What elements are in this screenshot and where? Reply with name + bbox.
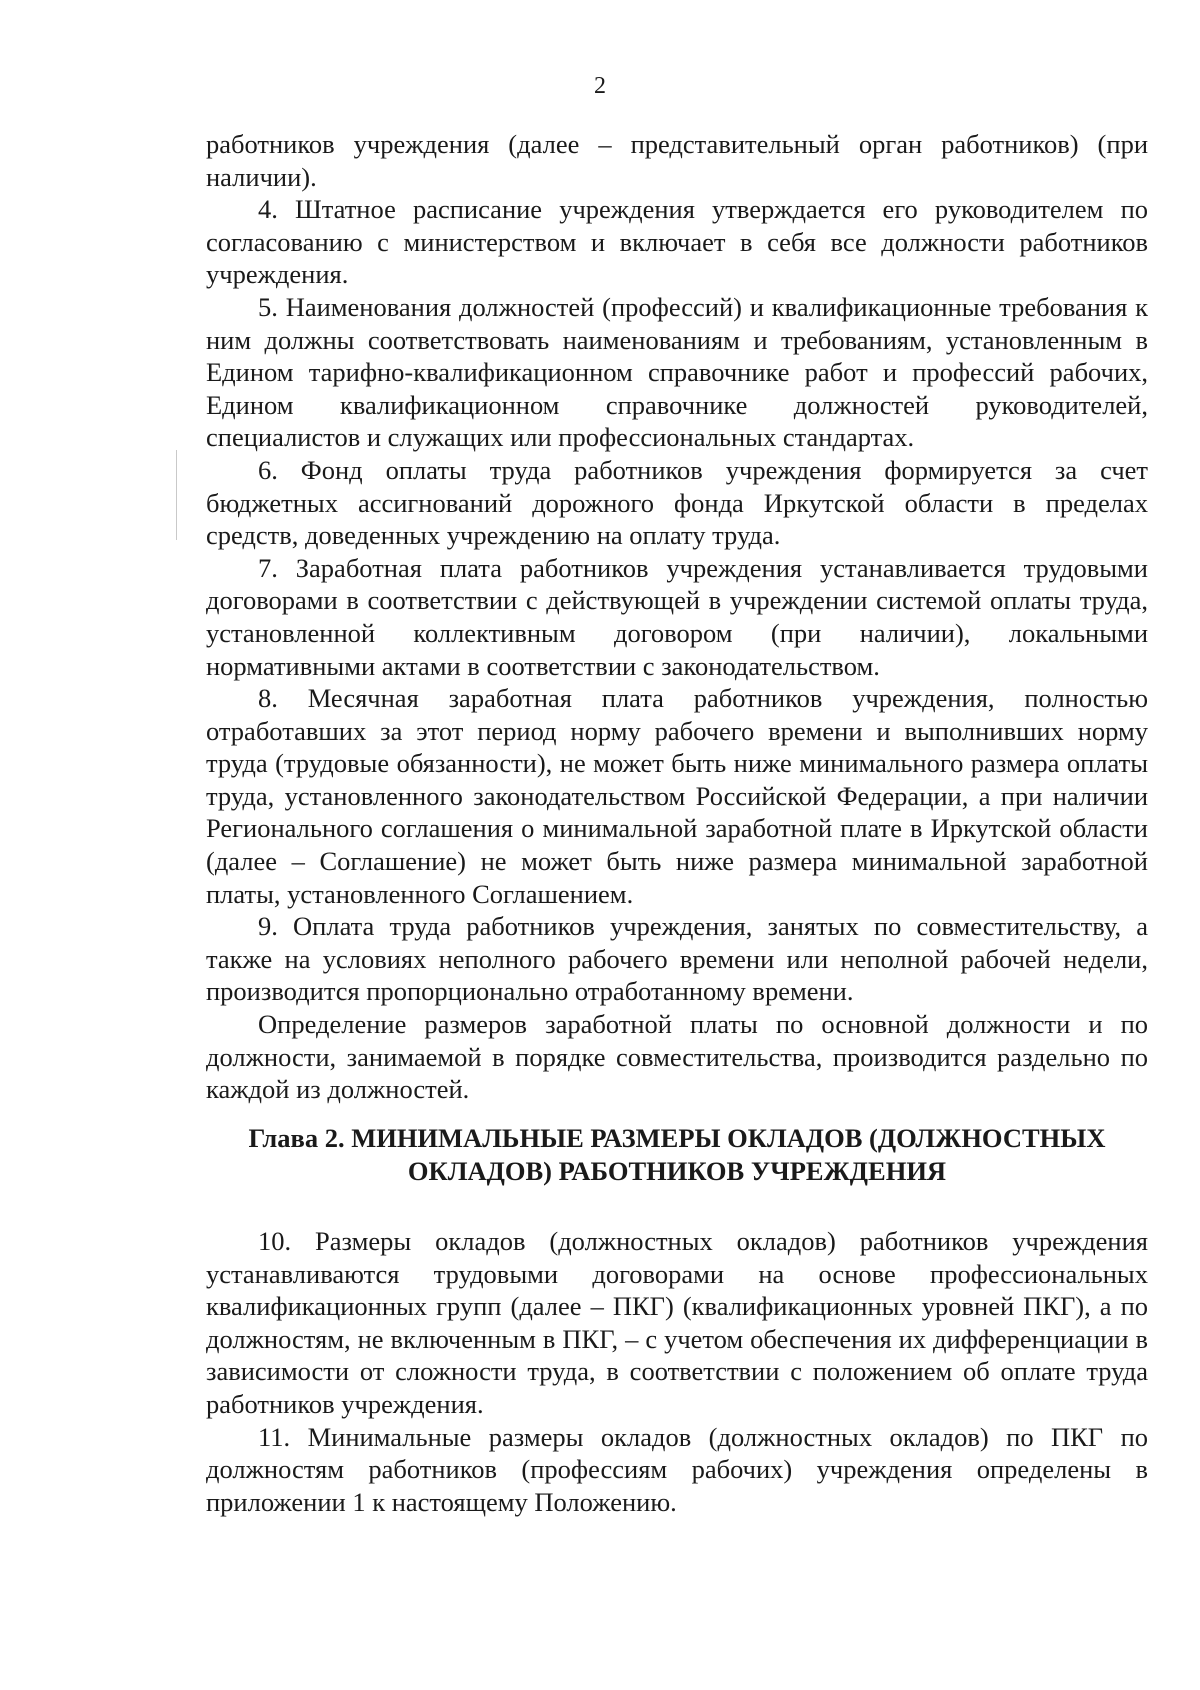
paragraph-continuation: работников учреждения (далее – представительный орган работников) (при наличии). (206, 129, 1148, 192)
chapter-heading-line-1: Глава 2. МИНИМАЛЬНЫЕ РАЗМЕРЫ ОКЛАДОВ (ДОЛЖНОСТНЫХ (248, 1123, 1106, 1153)
body-text-bottom (206, 1225, 1148, 1518)
paragraph-9: 9. Оплата труда работников учреждения, занятых по совместительству, а также на условиях неполного рабочего времени или неполной рабочей недели, производится пропорционально отработанному времени. (206, 911, 1148, 1007)
paragraph-8: 8. Месячная заработная плата работников учреждения, полностью отработавших за этот период норму рабочего времени и выполнивших норму труда (трудовые обязанности), не может быть ниже минимального размера оплаты труда, установленного законодательством Российской Федерации, а при наличии Регионального соглашения о минимальной заработной плате в Иркутской области (далее – Соглашение) не может быть ниже размера минимальной заработной платы, установленного Соглашением. (206, 683, 1148, 909)
body-text-top (206, 128, 1148, 1106)
chapter-heading-line-2: ОКЛАДОВ) РАБОТНИКОВ УЧРЕЖДЕНИЯ (407, 1156, 947, 1186)
paragraph-11: 11. Минимальные размеры окладов (должностных окладов) по ПКГ по должностям работников (профессиям рабочих) учреждения определены в приложении 1 к настоящему Положению. (206, 1421, 1148, 1517)
page-number: 2 (594, 73, 606, 99)
paragraph-10: 10. Размеры окладов (должностных окладов) работников учреждения устанавливаются трудовыми договорами на основе профессиональных квалификационных групп (далее – ПКГ) (квалификационных уровней ПКГ), а по должностям, не включенным в ПКГ, – с учетом обеспечения их дифференциации в зависимости от сложности труда, в соответствии с положением об оплате труда работников учреждения. (206, 1226, 1148, 1419)
paragraph-4: 4. Штатное расписание учреждения утверждается его руководителем по согласованию с министерством и включает в себя все должности работников учреждения. (206, 194, 1148, 290)
paragraph-6: 6. Фонд оплаты труда работников учреждения формируется за счет бюджетных ассигнований дорожного фонда Иркутской области в пределах средств, доведенных учреждению на оплату труда. (206, 454, 1148, 551)
scan-margin-mark (176, 450, 177, 540)
paragraph-5: 5. Наименования должностей (профессий) и квалификационные требования к ним должны соответствовать наименованиям и требованиям, установленным в Едином тарифно-квалификационном справочнике работ и профессий рабочих, Едином квалификационном справочнике должностей руководителей, специалистов и служащих или профессиональных стандартах. (206, 291, 1148, 453)
paragraph-9-continuation: Определение размеров заработной платы по основной должности и по должности, занимаемой в порядке совместительства, производится раздельно по каждой из должностей. (206, 1009, 1148, 1105)
chapter-heading (206, 1122, 1148, 1188)
paragraph-7: 7. Заработная плата работников учреждения устанавливается трудовыми договорами в соответствии с действующей в учреждении системой оплаты труда, установленной коллективным договором (при наличии), локальными нормативными актами в соответствии с законодательством. (206, 552, 1148, 681)
